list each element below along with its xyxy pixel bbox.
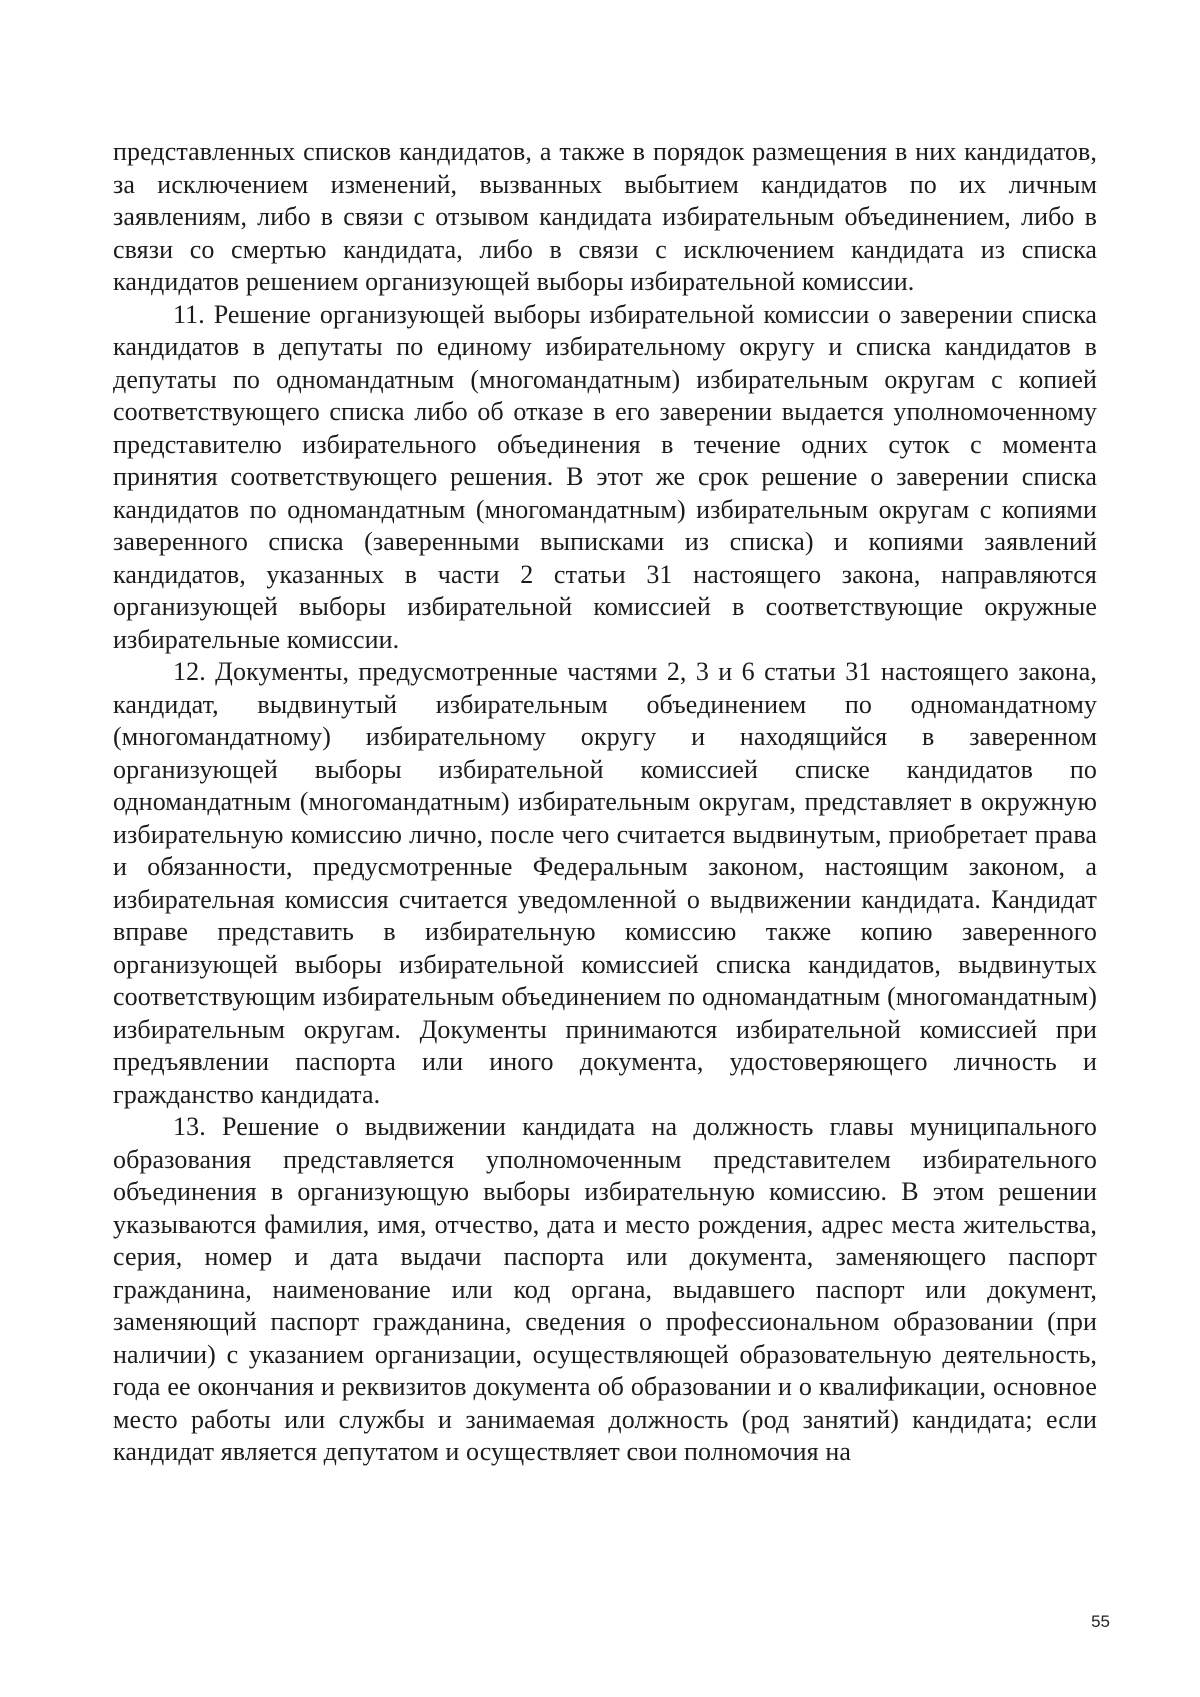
paragraph-continuation: представленных списков кандидатов, а также в порядок размещения в них кандидатов, за исключением изменений, вызванных выбытием кандидатов по их личным заявлениям, либо в связи с отзывом кандидата избирательным объединением, либо в связи со смертью кандидата, либо в связи с исключением кандидата из списка кандидатов решением организующей выборы избирательной комиссии. bbox=[113, 137, 1097, 296]
document-body bbox=[113, 136, 1097, 1469]
paragraph-item-13: 13. Решение о выдвижении кандидата на должность главы муниципального образования представляется уполномоченным представителем избирательного объединения в организующую выборы избирательную комиссию. В этом решении указываются фамилия, имя, отчество, дата и место рождения, адрес места жительства, серия, номер и дата выдачи паспорта или документа, заменяющего паспорт гражданина, наименование или код органа, выдавшего паспорт или документ, заменяющий паспорт гражданина, сведения о профессиональном образовании (при наличии) с указанием организации, осуществляющей образовательную деятельность, года ее окончания и реквизитов документа об образовании и о квалификации, основное место работы или службы и занимаемая должность (род занятий) кандидата; если кандидат является депутатом и осуществляет свои полномочия на bbox=[113, 1112, 1097, 1466]
paragraph-item-11: 11. Решение организующей выборы избирательной комиссии о заверении списка кандидатов в депутаты по единому избирательному округу и списка кандидатов в депутаты по одномандатным (многомандатным) избирательным округам с копией соответствующего списка либо об отказе в его заверении выдается уполномоченному представителю избирательного объединения в течение одних суток с момента принятия соответствующего решения. В этот же срок решение о заверении списка кандидатов по одномандатным (многомандатным) избирательным округам с копиями заверенного списка (заверенными выписками из списка) и копиями заявлений кандидатов, указанных в части 2 статьи 31 настоящего закона, направляются организующей выборы избирательной комиссией в соответствующие окружные избирательные комиссии. bbox=[113, 299, 1097, 654]
page-number: 55 bbox=[1091, 1612, 1110, 1631]
paragraph-item-12: 12. Документы, предусмотренные частями 2, 3 и 6 статьи 31 настоящего закона, кандидат, выдвинутый избирательным объединением по одномандатному (многомандатному) избирательному округу и находящийся в заверенном организующей выборы избирательной комиссией списке кандидатов по одномандатным (многомандатным) избирательным округам, представляет в окружную избирательную комиссию лично, после чего считается выдвинутым, приобретает права и обязанности, предусмотренные Федеральным законом, настоящим законом, а избирательная комиссия считается уведомленной о выдвижении кандидата. Кандидат вправе представить в избирательную комиссию также копию заверенного организующей выборы избирательной комиссией списка кандидатов, выдвинутых соответствующим избирательным объединением по одномандатным (многомандатным) избирательным округам. Документы принимаются избирательной комиссией при предъявлении паспорта или иного документа, удостоверяющего личность и гражданство кандидата. bbox=[113, 657, 1097, 1109]
